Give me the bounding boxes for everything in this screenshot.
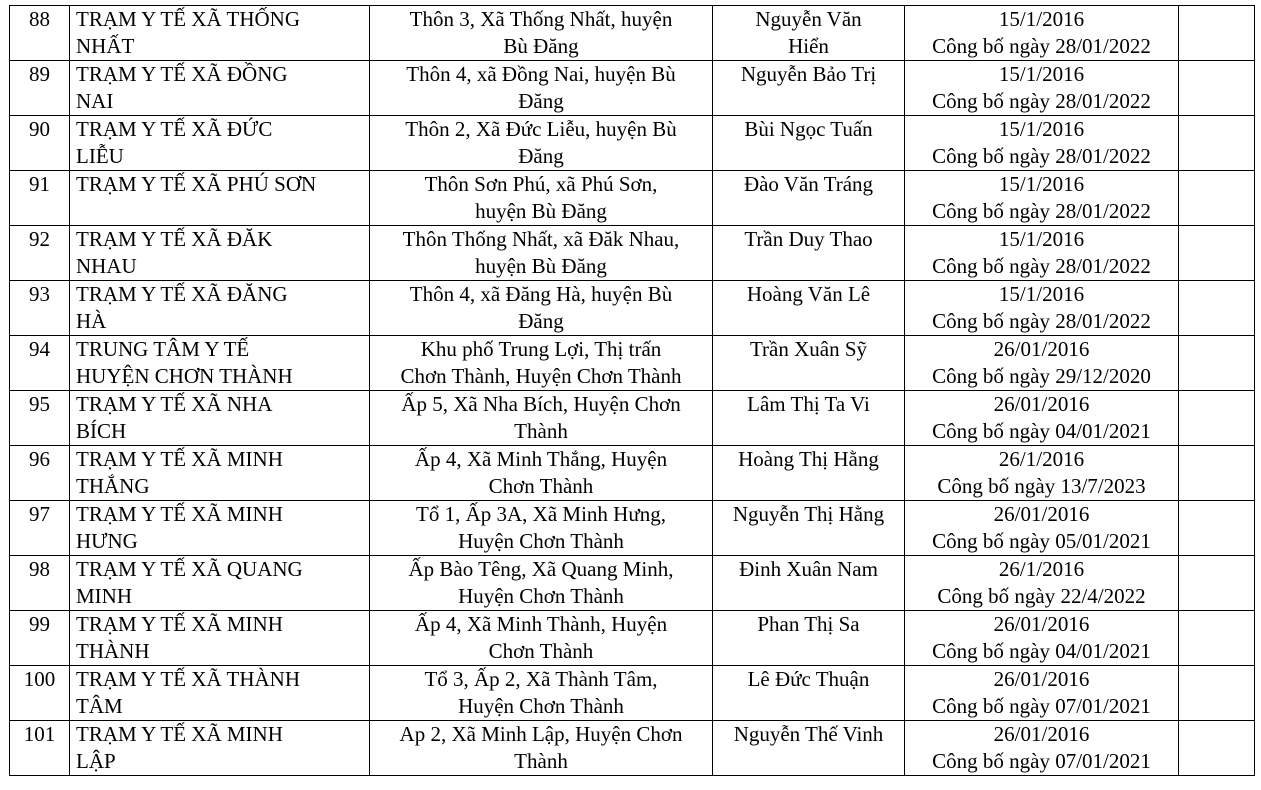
date-cell (905, 721, 1179, 776)
facility-name-cell (70, 611, 370, 666)
facility-name-line: THẮNG (76, 474, 150, 498)
facility-name-line: HÀ (76, 309, 107, 333)
date-line: 26/01/2016 (993, 667, 1090, 691)
facility-name-line: TRẠM Y TẾ XÃ MINH (76, 502, 283, 526)
facility-name-cell (70, 6, 370, 61)
facility-name-cell (70, 281, 370, 336)
empty-cell (1179, 226, 1255, 281)
date-line: Công bố ngày 04/01/2021 (932, 419, 1151, 443)
table-row (10, 391, 1255, 446)
empty-cell (1179, 116, 1255, 171)
date-line: Công bố ngày 28/01/2022 (932, 254, 1151, 278)
row-number-cell: 92 (10, 226, 70, 281)
address-line: Thôn 3, Xã Thống Nhất, huyện (409, 7, 673, 31)
date-cell (905, 611, 1179, 666)
facility-name-line: TRẠM Y TẾ XÃ THÀNH (76, 667, 300, 691)
head-person-cell (713, 6, 905, 61)
address-line: Huyện Chơn Thành (458, 694, 624, 718)
address-line: Thôn Sơn Phú, xã Phú Sơn, (424, 172, 658, 196)
address-cell (370, 446, 713, 501)
facility-name-line: HUYỆN CHƠN THÀNH (76, 364, 293, 388)
facility-name-cell (70, 171, 370, 226)
date-cell (905, 556, 1179, 611)
address-line: Chơn Thành, Huyện Chơn Thành (400, 364, 682, 388)
address-line: Huyện Chơn Thành (458, 529, 624, 553)
address-line: Đăng (518, 144, 564, 168)
address-line: Tổ 3, Ấp 2, Xã Thành Tâm, (424, 667, 658, 691)
row-number-cell: 98 (10, 556, 70, 611)
facility-name-line: TRẠM Y TẾ XÃ QUANG (76, 557, 303, 581)
address-line: huyện Bù Đăng (475, 199, 607, 223)
date-cell (905, 171, 1179, 226)
address-line: Đăng (518, 89, 564, 113)
row-number-cell: 94 (10, 336, 70, 391)
facility-name-line: TÂM (76, 694, 123, 718)
date-line: Công bố ngày 13/7/2023 (937, 474, 1146, 498)
facility-name-line: TRẠM Y TẾ XÃ ĐỨC (76, 117, 273, 141)
address-cell (370, 501, 713, 556)
address-line: Thôn 2, Xã Đức Liễu, huyện Bù (405, 117, 677, 141)
date-line: Công bố ngày 04/01/2021 (932, 639, 1151, 663)
facility-name-line: THÀNH (76, 639, 150, 663)
address-cell (370, 336, 713, 391)
facility-name-line: NHẤT (76, 34, 135, 58)
table-row (10, 556, 1255, 611)
table-row (10, 116, 1255, 171)
row-number-cell: 93 (10, 281, 70, 336)
date-line: 26/01/2016 (993, 502, 1090, 526)
address-cell (370, 281, 713, 336)
empty-cell (1179, 666, 1255, 721)
table-row (10, 446, 1255, 501)
table-row (10, 226, 1255, 281)
address-line: Ấp 4, Xã Minh Thành, Huyện (414, 612, 668, 636)
address-line: Ấp 4, Xã Minh Thắng, Huyện (414, 447, 668, 471)
head-person-cell (713, 226, 905, 281)
row-number-cell: 88 (10, 6, 70, 61)
head-person-line: Hoàng Thị Hằng (738, 447, 879, 471)
table-row (10, 336, 1255, 391)
head-person-line: Đào Văn Tráng (743, 172, 874, 196)
date-cell (905, 666, 1179, 721)
date-line: Công bố ngày 28/01/2022 (932, 309, 1151, 333)
date-line: Công bố ngày 28/01/2022 (932, 34, 1151, 58)
address-line: Thôn 4, xã Đăng Hà, huyện Bù (409, 282, 673, 306)
date-cell (905, 226, 1179, 281)
table-row (10, 171, 1255, 226)
row-number-cell: 95 (10, 391, 70, 446)
date-cell (905, 501, 1179, 556)
facility-name-line: TRẠM Y TẾ XÃ MINH (76, 447, 283, 471)
empty-cell (1179, 281, 1255, 336)
date-line: Công bố ngày 28/01/2022 (932, 89, 1151, 113)
date-line: 15/1/2016 (998, 172, 1085, 196)
date-line: 15/1/2016 (998, 282, 1085, 306)
head-person-line: Lê Đức Thuận (747, 667, 870, 691)
head-person-line: Đinh Xuân Nam (739, 557, 878, 581)
facility-name-line: TRUNG TÂM Y TẾ (76, 337, 250, 361)
address-cell (370, 61, 713, 116)
table-body (10, 6, 1255, 776)
head-person-line: Hoàng Văn Lê (746, 282, 871, 306)
empty-cell (1179, 446, 1255, 501)
head-person-cell (713, 666, 905, 721)
address-cell (370, 116, 713, 171)
empty-cell (1179, 6, 1255, 61)
facility-name-line: TRẠM Y TẾ XÃ THỐNG (76, 7, 300, 31)
head-person-cell (713, 281, 905, 336)
address-line: Chơn Thành (488, 639, 594, 663)
address-line: Chơn Thành (488, 474, 594, 498)
address-line: Huyện Chơn Thành (458, 584, 624, 608)
facility-name-cell (70, 721, 370, 776)
row-number-cell: 97 (10, 501, 70, 556)
date-line: 26/1/2016 (998, 557, 1085, 581)
head-person-cell (713, 336, 905, 391)
date-cell (905, 281, 1179, 336)
head-person-cell (713, 501, 905, 556)
date-line: 26/1/2016 (998, 447, 1085, 471)
facility-name-cell (70, 226, 370, 281)
address-line: Tổ 1, Ấp 3A, Xã Minh Hưng, (416, 502, 666, 526)
empty-cell (1179, 721, 1255, 776)
date-line: 15/1/2016 (998, 62, 1085, 86)
address-cell (370, 171, 713, 226)
date-line: 15/1/2016 (998, 7, 1085, 31)
head-person-line: Lâm Thị Ta Vi (747, 392, 870, 416)
row-number-cell: 90 (10, 116, 70, 171)
facility-name-line: MINH (76, 584, 132, 608)
address-line: Thôn Thống Nhất, xã Đăk Nhau, (402, 227, 680, 251)
empty-cell (1179, 611, 1255, 666)
date-line: 26/01/2016 (993, 612, 1090, 636)
date-line: Công bố ngày 22/4/2022 (937, 584, 1146, 608)
facility-name-line: TRẠM Y TẾ XÃ ĐĂNG (76, 282, 288, 306)
row-number-cell: 89 (10, 61, 70, 116)
table-row (10, 501, 1255, 556)
table-row (10, 611, 1255, 666)
date-cell (905, 336, 1179, 391)
facility-name-line: BÍCH (76, 419, 127, 443)
address-line: huyện Bù Đăng (475, 254, 607, 278)
head-person-line: Nguyễn Văn (755, 7, 862, 31)
facility-name-line: NAI (76, 89, 114, 113)
address-cell (370, 666, 713, 721)
date-line: 15/1/2016 (998, 227, 1085, 251)
empty-cell (1179, 556, 1255, 611)
head-person-line: Trần Xuân Sỹ (749, 337, 868, 361)
facility-name-cell (70, 116, 370, 171)
head-person-cell (713, 171, 905, 226)
address-cell (370, 721, 713, 776)
facility-name-cell (70, 336, 370, 391)
address-cell (370, 226, 713, 281)
facility-name-line: TRẠM Y TẾ XÃ MINH (76, 612, 283, 636)
date-line: Công bố ngày 29/12/2020 (932, 364, 1151, 388)
head-person-line: Hiển (788, 34, 829, 58)
empty-cell (1179, 391, 1255, 446)
table-row (10, 666, 1255, 721)
facility-name-cell (70, 556, 370, 611)
address-line: Đăng (518, 309, 564, 333)
empty-cell (1179, 336, 1255, 391)
row-number-cell: 96 (10, 446, 70, 501)
row-number-cell: 91 (10, 171, 70, 226)
row-number-cell: 100 (10, 666, 70, 721)
head-person-cell (713, 391, 905, 446)
row-number-cell: 99 (10, 611, 70, 666)
empty-cell (1179, 61, 1255, 116)
facility-name-line: TRẠM Y TẾ XÃ ĐĂK (76, 227, 273, 251)
head-person-cell (713, 556, 905, 611)
head-person-line: Bùi Ngọc Tuấn (744, 117, 873, 141)
facility-name-cell (70, 501, 370, 556)
table-row (10, 61, 1255, 116)
date-line: Công bố ngày 07/01/2021 (932, 694, 1151, 718)
date-line: 26/01/2016 (993, 337, 1090, 361)
date-line: 15/1/2016 (998, 117, 1085, 141)
empty-cell (1179, 501, 1255, 556)
facility-table (9, 5, 1255, 776)
date-line: Công bố ngày 28/01/2022 (932, 199, 1151, 223)
address-line: Khu phố Trung Lợi, Thị trấn (420, 337, 662, 361)
address-cell (370, 6, 713, 61)
address-line: Bù Đăng (503, 34, 579, 58)
facility-name-cell (70, 61, 370, 116)
date-cell (905, 6, 1179, 61)
head-person-line: Nguyễn Bảo Trị (740, 62, 877, 86)
facility-name-line: LẬP (76, 749, 116, 773)
date-cell (905, 446, 1179, 501)
address-line: Thành (514, 749, 568, 773)
head-person-cell (713, 446, 905, 501)
facility-name-line: TRẠM Y TẾ XÃ MINH (76, 722, 283, 746)
facility-name-line: TRẠM Y TẾ XÃ NHA (76, 392, 273, 416)
facility-name-line: TRẠM Y TẾ XÃ ĐỒNG (76, 62, 288, 86)
address-line: Ap 2, Xã Minh Lập, Huyện Chơn (399, 722, 683, 746)
date-cell (905, 391, 1179, 446)
address-cell (370, 556, 713, 611)
head-person-cell (713, 611, 905, 666)
address-line: Thôn 4, xã Đồng Nai, huyện Bù (406, 62, 676, 86)
empty-cell (1179, 171, 1255, 226)
facility-name-line: TRẠM Y TẾ XÃ PHÚ SƠN (76, 172, 317, 196)
head-person-cell (713, 721, 905, 776)
date-line: Công bố ngày 05/01/2021 (932, 529, 1151, 553)
address-line: Thành (514, 419, 568, 443)
address-line: Ấp Bào Têng, Xã Quang Minh, (408, 557, 674, 581)
facility-name-cell (70, 446, 370, 501)
facility-name-cell (70, 391, 370, 446)
facility-name-line: NHAU (76, 254, 137, 278)
date-line: Công bố ngày 28/01/2022 (932, 144, 1151, 168)
address-cell (370, 391, 713, 446)
address-cell (370, 611, 713, 666)
head-person-line: Phan Thị Sa (757, 612, 860, 636)
table-row (10, 281, 1255, 336)
date-cell (905, 61, 1179, 116)
date-cell (905, 116, 1179, 171)
date-line: Công bố ngày 07/01/2021 (932, 749, 1151, 773)
row-number-cell: 101 (10, 721, 70, 776)
date-line: 26/01/2016 (993, 722, 1090, 746)
head-person-line: Nguyễn Thế Vinh (733, 722, 884, 746)
facility-name-line: LIỄU (76, 144, 124, 168)
facility-name-line: HƯNG (76, 529, 138, 553)
address-line: Ấp 5, Xã Nha Bích, Huyện Chơn (401, 392, 681, 416)
head-person-line: Nguyễn Thị Hằng (732, 502, 885, 526)
head-person-line: Trần Duy Thao (744, 227, 873, 251)
head-person-cell (713, 116, 905, 171)
head-person-cell (713, 61, 905, 116)
facility-name-cell (70, 666, 370, 721)
table-row (10, 721, 1255, 776)
table-row (10, 6, 1255, 61)
date-line: 26/01/2016 (993, 392, 1090, 416)
